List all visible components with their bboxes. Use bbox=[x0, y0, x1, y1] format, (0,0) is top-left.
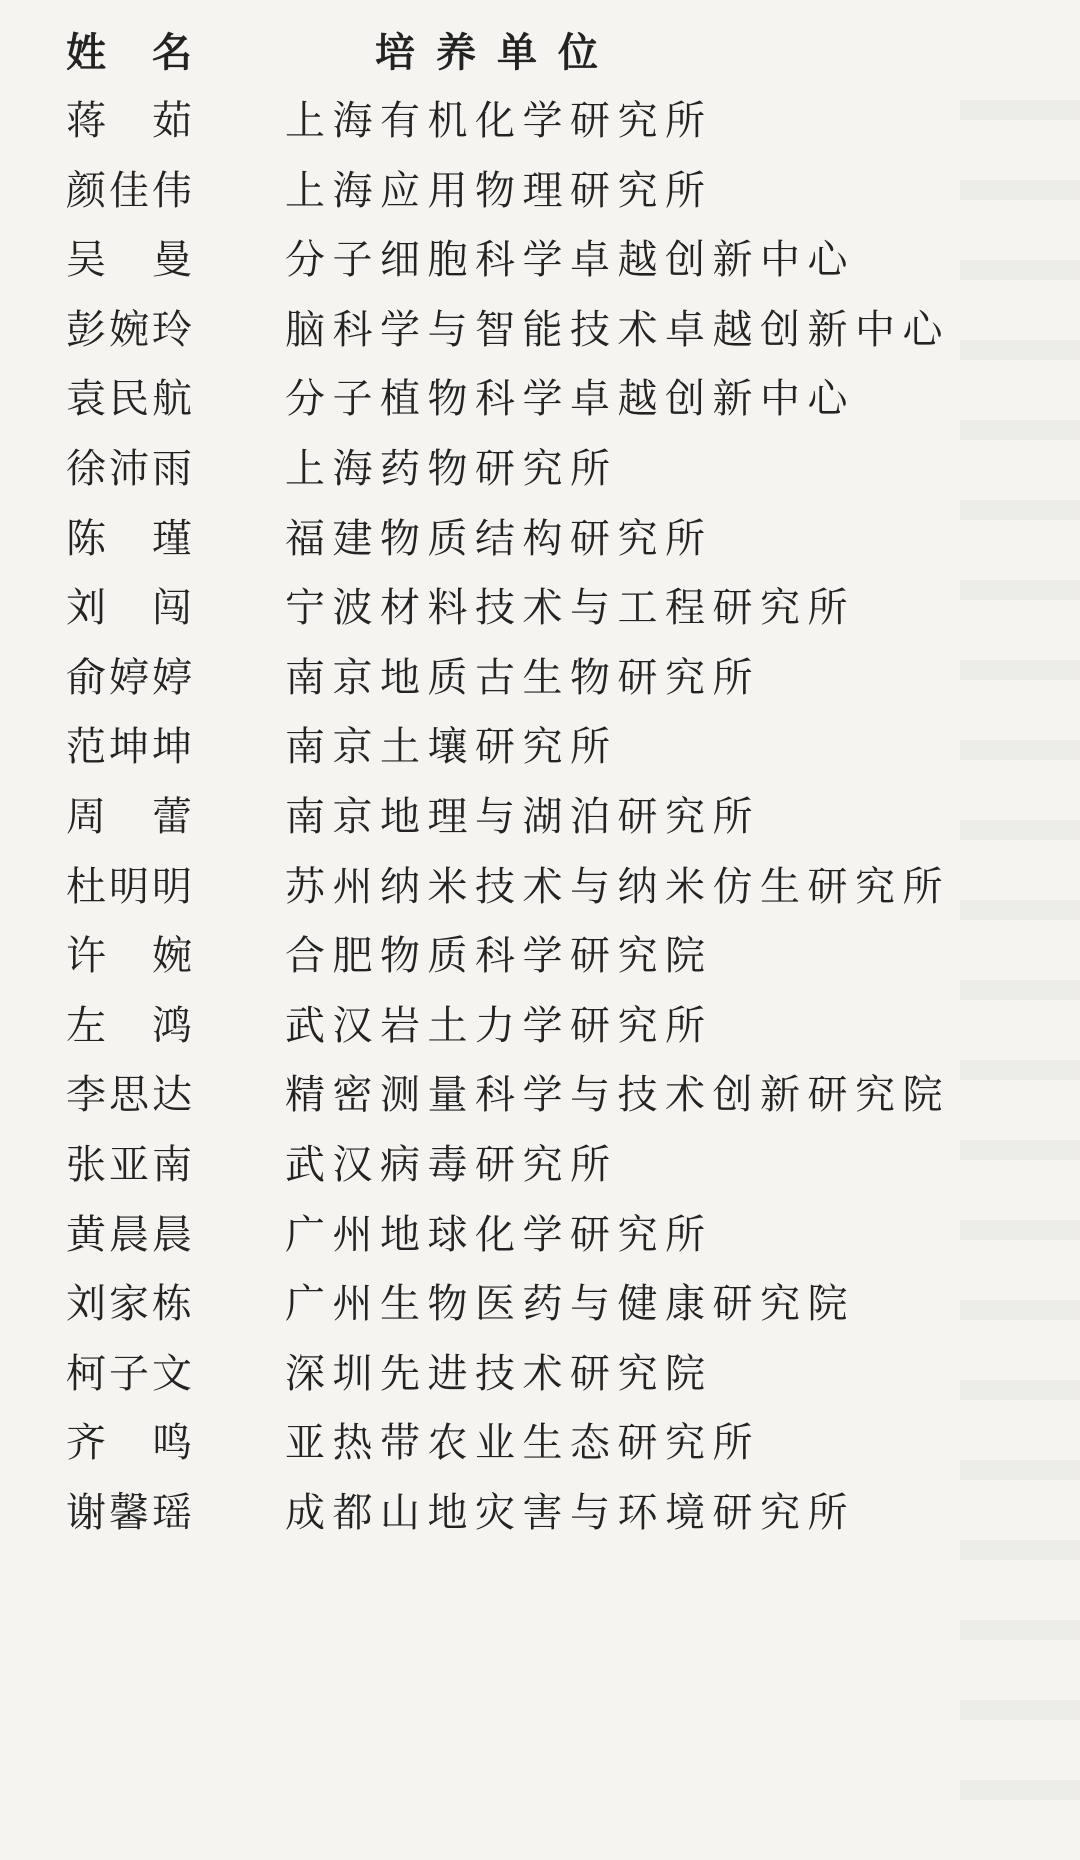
training-unit: 成都山地灾害与环境研究所 bbox=[285, 1490, 855, 1536]
training-unit: 南京地质古生物研究所 bbox=[285, 654, 760, 701]
person-name-text: 颜佳伟 bbox=[66, 167, 195, 214]
table-row bbox=[0, 225, 1080, 295]
table-row bbox=[0, 434, 1080, 504]
training-unit: 苏州纳米技术与纳米仿生研究所 bbox=[285, 863, 950, 910]
person-name-char-1: 吴 bbox=[66, 237, 108, 284]
table-row bbox=[0, 852, 1080, 922]
header-name-char-1: 姓 bbox=[66, 30, 108, 76]
table-row bbox=[0, 643, 1080, 713]
training-unit: 脑科学与智能技术卓越创新中心 bbox=[285, 306, 950, 353]
person-name-text: 徐沛雨 bbox=[66, 446, 195, 492]
person-name-char-1: 刘 bbox=[66, 585, 108, 632]
table-row bbox=[0, 1339, 1080, 1409]
person-name-text: 俞婷婷 bbox=[66, 654, 195, 701]
table-row bbox=[0, 991, 1080, 1061]
person-name-char-2: 瑾 bbox=[152, 515, 194, 562]
person-name-char-1: 周 bbox=[66, 794, 108, 840]
training-unit: 深圳先进技术研究院 bbox=[285, 1350, 713, 1397]
training-unit: 武汉岩土力学研究所 bbox=[285, 1002, 713, 1049]
person-name-char-2: 婉 bbox=[152, 933, 194, 980]
person-name-text: 范坤坤 bbox=[66, 724, 195, 771]
training-unit: 广州地球化学研究所 bbox=[285, 1211, 713, 1258]
person-name-text: 张亚南 bbox=[66, 1142, 195, 1188]
training-unit: 南京地理与湖泊研究所 bbox=[285, 794, 760, 840]
training-unit: 福建物质结构研究所 bbox=[285, 515, 713, 562]
table-row bbox=[0, 86, 1080, 156]
person-name-char-2: 鸣 bbox=[152, 1420, 194, 1467]
training-unit: 合肥物质科学研究院 bbox=[285, 933, 713, 980]
person-name-char-1: 蒋 bbox=[66, 98, 108, 144]
person-name-text: 袁民航 bbox=[66, 376, 195, 423]
table-row bbox=[0, 782, 1080, 852]
table-row bbox=[0, 156, 1080, 226]
training-unit: 上海药物研究所 bbox=[285, 446, 618, 492]
person-name-text: 谢馨瑶 bbox=[66, 1490, 195, 1536]
table-row bbox=[0, 1478, 1080, 1548]
table-row bbox=[0, 712, 1080, 782]
person-name-char-2: 闯 bbox=[152, 585, 194, 632]
training-unit: 亚热带农业生态研究所 bbox=[285, 1420, 760, 1467]
person-name-text: 杜明明 bbox=[66, 863, 195, 910]
training-unit: 上海有机化学研究所 bbox=[285, 98, 713, 144]
training-unit: 武汉病毒研究所 bbox=[285, 1142, 618, 1188]
table-row bbox=[0, 504, 1080, 574]
training-unit: 精密测量科学与技术创新研究院 bbox=[285, 1072, 950, 1119]
person-name-text: 彭婉玲 bbox=[66, 306, 195, 353]
table-row bbox=[0, 1060, 1080, 1130]
table-row bbox=[0, 364, 1080, 434]
header-unit: 培养单位 bbox=[375, 30, 619, 76]
person-name-char-2: 茹 bbox=[152, 98, 194, 144]
table-header bbox=[0, 18, 1080, 88]
training-unit: 上海应用物理研究所 bbox=[285, 167, 713, 214]
person-name-char-1: 左 bbox=[66, 1002, 108, 1049]
person-name-char-1: 齐 bbox=[66, 1420, 108, 1467]
table-row bbox=[0, 1408, 1080, 1478]
person-name-text: 李思达 bbox=[66, 1072, 195, 1119]
table-row bbox=[0, 1130, 1080, 1200]
person-name-text: 黄晨晨 bbox=[66, 1211, 195, 1258]
table-row bbox=[0, 921, 1080, 991]
person-name-char-1: 许 bbox=[66, 933, 108, 980]
training-unit: 宁波材料技术与工程研究所 bbox=[285, 585, 855, 632]
table-row bbox=[0, 1200, 1080, 1270]
training-unit: 广州生物医药与健康研究院 bbox=[285, 1281, 855, 1328]
table-row bbox=[0, 295, 1080, 365]
header-name-char-2: 名 bbox=[152, 30, 194, 76]
table-row bbox=[0, 573, 1080, 643]
person-name-char-2: 鸿 bbox=[152, 1002, 194, 1049]
person-name-char-2: 蕾 bbox=[152, 794, 194, 840]
person-name-text: 柯子文 bbox=[66, 1350, 195, 1397]
training-unit: 南京土壤研究所 bbox=[285, 724, 618, 771]
training-unit: 分子细胞科学卓越创新中心 bbox=[285, 237, 855, 284]
table-row bbox=[0, 1269, 1080, 1339]
person-name-char-1: 陈 bbox=[66, 515, 108, 562]
person-name-char-2: 曼 bbox=[152, 237, 194, 284]
training-unit: 分子植物科学卓越创新中心 bbox=[285, 376, 855, 423]
person-name-text: 刘家栋 bbox=[66, 1281, 195, 1328]
